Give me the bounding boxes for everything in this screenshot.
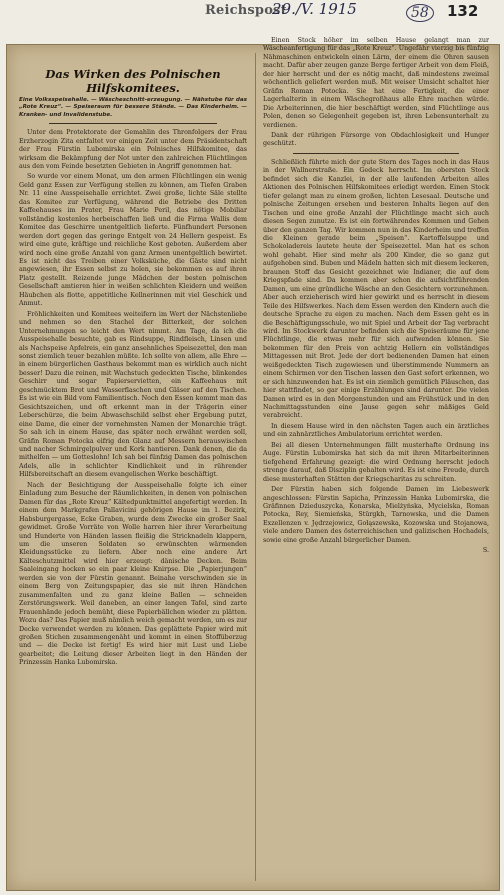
- title-rule: [49, 123, 217, 124]
- page-number: 132: [447, 2, 479, 20]
- paragraph: Einen Stock höher im selben Hause gelangt man zur Wäscheanfertigung für das „Rote Kreuz“. Ungefähr vierzig bis fünfzig Nähmaschinen entwickeln einen Lärm, der einem die Ohren sausen macht. Dafür aber zeugen ganze Berge fertiger Arbeit von dem Fleiß, der hier herrscht und der es nötig macht, daß mindestens zweimal wöchentlich geliefert werden muß. Mit weiser Umsicht schaltet hier Gräfin Roman Potocka. Sie hat eine Fertigkeit, die einer Lagerhalterin in einem Wäschegroßhaus alle Ehre machen würde. Die Arbeiterinnen, die hier beschäftigt werden, sind Flüchtlinge aus Polen, denen so Gelegenheit gegeben ist, ihren Lebensunterhalt zu verdienen.: [263, 37, 489, 129]
- right-column: [263, 37, 489, 882]
- newspaper-name: Reichspost: [205, 3, 287, 18]
- paragraph: In diesem Hause wird in den nächsten Tagen auch ein ärztliches und ein zahnärztliches Ambulatorium errichtet werden.: [263, 422, 489, 439]
- paragraph: Bei all diesen Unternehmungen fällt musterhafte Ordnung ins Auge. Fürstin Lubomirska hat sich da mit ihren Mitarbeiterinnen tiefgehend Erfahrung gezeigt: die wird Ordnung herrscht jedoch strenge darauf, daß Disziplin gehalten wird. Es ist eine Freude, durch diese musterhaften Stätten der Kriegscharitas zu schreiten.: [263, 441, 489, 483]
- paragraph: Dank der rührigen Fürsorge von Obdachlosigkeit und Hunger geschützt.: [263, 131, 489, 148]
- handwritten-date: 29./V. 1915: [272, 0, 357, 18]
- paragraph: So wurde vor einem Monat, um den armen Flüchtlingen ein wenig Geld ganz Essen zur Verfügung stellen zu können, am Tiefen Graben Nr. 11 eine Ausspeisehalle errichtet. Zwei große, lichte Säle stellte das Komitee zur Verfügung, während die Betriebe des Dritten Kaffeehauses im Prater, Frau Marie Peril, das nötige Mobiliar vollständig kostenlos herbeischaffen ließ und die Firma Wallis dem Komitee das Geschirre unentgeltlich lieferte. Fünfhundert Personen werden dort gegen das geringe Entgelt von 24 Hellern gespeist. Es wird eine gute, kräftige und reichliche Kost geboten. Außerdem aber wird noch eine große Anzahl von ganz Armen unentgeltlich bewirtet. Es ist nicht das Treiben einer Volksküche, die Gäste sind nicht angewiesen, ihr Essen selbst zu holen, sie bekommen es auf ihren Platz gestellt. Reizende junge Mädchen der besten polnischen Gesellschaft amtieren hier in weißen schlichten Kleidern und weißen Häubchen als flotte, appetitliche Kellnerinnen mit viel Geschick und Anmut.: [19, 173, 247, 308]
- handwritten-number: 58: [406, 4, 434, 22]
- paragraph: Nach der Besichtigung der Ausspeisehalle folgte ich einer Einladung zum Besuche der Räumlichkeiten, in denen von polnischen Damen für das „Rote Kreuz“ Kältedpunktmittel angefertigt werden. In einem dem Markgrafen Pallavicini gehörigen Hause im 1. Bezirk, Habsburgergasse, Ecke Graben, wurde dem Zwecke ein großer Saal gewidmet. Große Vorräte von Wolle harren hier ihrer Verarbeitung und Hunderte von Händen lassen fleißig die Stricknadeln klappern, um die unseren Soldaten so erwünschten wärmenden Kleidungsstücke zu liefern. Aber noch eine andere Art Kälteschutzmittel wird hier erzeugt: dänische Decken. Beim Saaleingang hocken so ein paar kleine Knirpse. Die „Papierjungen“ werden sie von der Fürstin genannt. Beinahe verschwinden sie in einem Berg von Zeitungspapier, das sie mit ihren Händchen zusammenfalten und zu ganz kleine Ballen — schneiden Zerstörungswerk. Weil daneben, an einer langen Tafel, sind zarte Frauenhände jedoch bemüht, diese Papierbällchen wieder zu plätten. Wozu das? Das Papier muß nämlich weich gemacht werden, um es zur Decke verwendet werden zu können. Das geplättete Papier wird mit großen Stichen zusammengenäht und kommt in einen Stoffüberzug und — die Decke ist fertig! Es wird hier mit Lust und Liebe gearbeitet; die Leitung dieser Arbeiten liegt in den Händen der Prinzessin Hanka Lubomirska.: [19, 481, 247, 667]
- left-column: [19, 67, 247, 882]
- column-divider: [255, 53, 256, 881]
- article-title: Das Wirken des Polnischen Hilfskomitees.: [45, 67, 221, 95]
- paragraph: Unter dem Protektorate der Gemahlin des Thronfolgers der Frau Erzherzogin Zita entfaltet vor einigen Zeit unter dem Präsidentschaft der Frau Fürstin Lubomirska ein Polnisches Hilfskomitee, das wirksam die Bekämpfung der Not unter den zahlreichen Flüchtlingen aus den vom Feinde besetzten Gebieten in Angriff genommen hat.: [19, 129, 247, 171]
- paragraph: Fröhlichkeiten und Komitees weiteifern im Wert der Nächstenliebe und nehmen so den Stachel der Bitterkeit, der solchen Unternehmungen so leicht den Wert nimmt. Am Tage, da ich die Ausspeisehalle besuchte, gab es Rindsuppe, Rindfleisch, Linsen und als Nachspeise Apfelreis, ein ganz ansehnliches Speisezettel, den man sonst ziemlich teuer bezahlen müßte. Ich sollte von allem, alle Ehre — in einem bürgerlichen Gasthaus bekommt man es wirklich auch nicht besser! Dazu die reinen, mit Wachstuch gedeckten Tische, blinkendes Geschirr und sogar Papierservietten, ein Kaffeehaus mit geschmücktem Brot und Wasserflaschen und Gläser auf den Tischen. Es ist wie ein Bild vom Familientisch. Noch den Essen kommt man das Gesichtszeichen, und oft erkennt man in der Trägerin einer Leberschürze, die beim Abwaschschild selbst eher Ergebung putzt, eine Dame, die einer der vornehmsten Namen der Monarchie trägt. So sah ich in einem Hause, das später noch erwähnt werden soll, Gräfin Roman Potocka eifrig den Glanz auf Messern herauswischen und nacher Schmirgelpulver und Kork hantieren. Dank denen, die da mithelfen — um Gotteslohn! Ich sah bei fünfzig Damen das polnischen Adels, alle in schlichter Kindlichkeit und in rührender Hilfsbereitschaft an diesem evangelischen Werke beschäftigt.: [19, 310, 247, 479]
- article-subtitle: Eine Volksspeisehalle. — Wäscheschnitt-erzeugung. — Nähstube für das „Rote Kreuz“. — Speiseraum für bessere Stände. — Das Kinderheim. — Kranken- und Invalidenstube.: [19, 97, 247, 118]
- newspaper-clipping: [6, 37, 500, 891]
- author-signature: S.: [482, 547, 489, 555]
- paragraph: Der Fürstin haben sich folgende Damen im Liebeswerk angeschlossen: Fürstin Sapicha, Prinzessin Hanka Lubomirska, die Gräfinnen Dzieduszycka, Konarska, Mielżyńska, Mycielska, Roman Potocka, Rey, Siemieńska, Stürgkh, Tarnowska, und die Damen Exzellenzen v. Jędrzejowicz, Gołąszewska, Kozowska und Stojanowa, viele andere Damen des österreichischen und galizischen Hochadels, sowie eine große Anzahl bürgerlicher Damen.: [263, 486, 489, 544]
- section-rule: [293, 153, 459, 154]
- paragraph: Schließlich führte mich der gute Stern des Tages noch in das Haus in der Wallnerstraße. Ein Gedeck herrscht. Im obersten Stock befindet sich die Kanzlei, in der alle laufenden Arbeiten alles Aktionen des Polnischen Hilfskomitees erledigt werden. Einen Stock tiefer gelangt man zu einem großen, lichten Lesesaal. Deutsche und polnische Zeitungen ersehen und besteren Inhalts liegen auf den Tischen und eine große Anzahl der Flüchtlinge macht sich auch diesen Segen zunutze. Es ist ein fortwährendes Kommen und Gehen über den ganzen Tag. Wir kommen nun in das Kinderheim und treffen die Kleinen gerade beim „Speisen“. Kartoffelsuppe und Schokoladereis lautete heute der Speisezettel. Man hat es schon wohl gehabt. Hier sind mehr als 200 Kinder, die so ganz gut aufgehoben sind. Buben und Mädeln hatten sich mit diesem leckeren, braunen Stoff das Gesicht gezeichnet wie Indianer, die auf dem Kriegspfade sind. Da kommen aber schon die aufsichtführenden Damen, um eine gründliche Wäsche an den Gesichtern vorzunehmen. Aber auch erzieherisch wird hier gewirkt und es herrscht in diesem Teile des Hilfswerkes. Nach dem Essen werden den Kindern auch die deutsche Sprache zu eigen zu machen. Nach dem Essen geht es in die Beschäftigungsschule, wo mit Spiel und Arbeit der Tag verbracht wird. Im Stockwerk darunter befinden sich die Speiseräume für jene Flüchtlinge, die etwas mehr für sich aufwenden können. Sie bekommen für den Preis von achtzig Hellern ein vollständiges Mittagessen mit Brot. Jede der dort bedienenden Damen hat einen weißgedeckten Tisch zugewiesen und überstimmende Nummern an einem Schirmen vor den Tischen lassen den Gast sofort erkennen, wo er sich hinzuwenden hat. Es ist ein ziemlich gemütlich Pläuschen, das hier stattfindet, so gar einige Erzählungen sind darunter. Die vielen Damen wird es in den Morgenstunden und am Frühstück und in den Nachmittagsstunden eine Jause gegen sehr mäßiges Geld verabreicht.: [263, 158, 489, 420]
